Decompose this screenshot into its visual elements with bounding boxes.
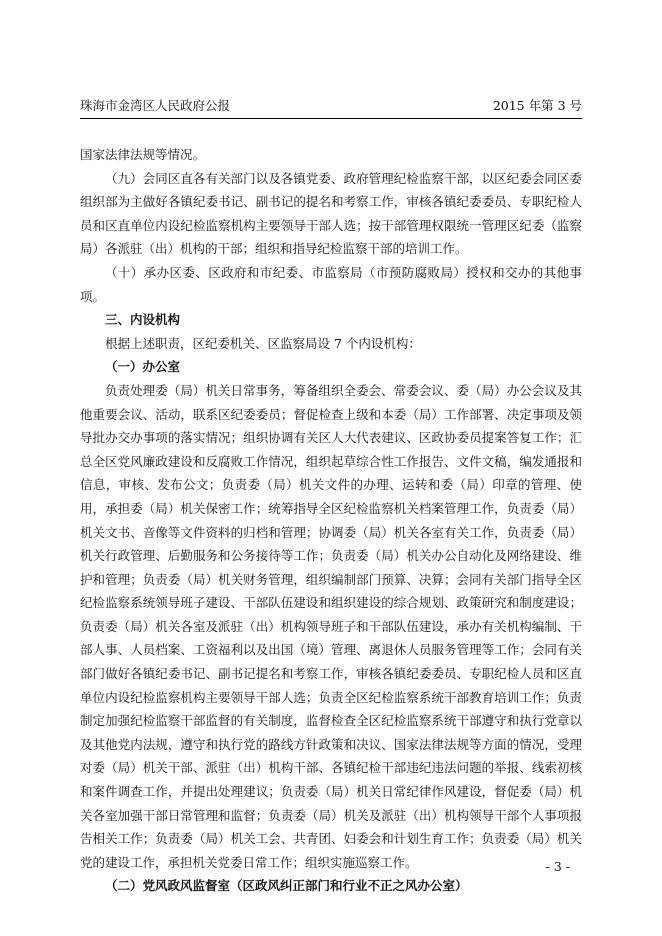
page-number: - 3 - <box>545 859 570 874</box>
section-heading-internal-institutions: 三、内设机构 <box>105 312 181 328</box>
page-header <box>80 96 582 116</box>
paragraph-item-9: （九）会同区直各有关部门以及各镇党委、政府管理纪检监察干部，以区纪委会同区委组织部为主做好各镇纪委书记、副书记的提名和考察工作，审核各镇纪委委员、专职纪检人员和区直单位内设纪检监察机构主要领导干部人选；按干部管理权限统一管理区纪委（监察局）各派驻（出）机构的干部；组织和指导纪检监察干部的培训工作。 <box>80 170 582 257</box>
header-divider <box>80 118 582 119</box>
paragraph-continuation: 国家法律法规等情况。 <box>80 147 206 162</box>
subheading-office: （一）办公室 <box>105 359 181 375</box>
publication-title: 珠海市金湾区人民政府公报 <box>80 98 231 113</box>
document-body <box>80 143 582 898</box>
paragraph-office-duties: 负责处理委（局）机关日常事务，筹备组织全委会、常委会议、委（局）办公会议及其他重要会议、活动，联系区纪委委员；督促检查上级和本委（局）工作部署、决定事项及领导批办交办事项的落实情况；组织协调有关区人大代表建议、区政协委员提案答复工作；汇总全区党风廉政建设和反腐败工作情况，组织起草综合性工作报告、文件文稿，编发通报和信息，审核、发布公文；负责委（局）机关文件的办理、运转和委（局）印章的管理、使用，承担委（局）机关保密工作；统筹指导全区纪检监察机关档案管理工作，负责委（局）机关文书、音像等文件资料的归档和管理；协调委（局）机关各室有关工作，负责委（局）机关行政管理、后勤服务和公务接待等工作；负责委（局）机关办公自动化及网络建设、维护和管理；负责委（局）机关财务管理，组织编制部门预算、决算；会同有关部门指导全区纪检监察系统领导班子建设、干部队伍建设和组织建设的综合规划、政策研究和制度建设；负责委（局）机关各室及派驻（出）机构领导班子和干部队伍建设，承办有关机构编制、干部人事、人员档案、工资福利以及出国（境）管理、离退休人员服务管理等工作；会同有关部门做好各镇纪委书记、副书记提名和考察工作，审核各镇纪委委员、专职纪检人员和区直单位内设纪检监察机构主要领导干部人选；负责全区纪检监察系统干部教育培训工作；负责制定加强纪检监察干部监督的有关制度，监督检查全区纪检监察系统干部遵守和执行党章以及其他党内法规，遵守和执行党的路线方针政策和决议、国家法律法规等方面的情况，受理对委（局）机关干部、派驻（出）机构干部、各镇纪检干部违纪违法问题的举报、线索初核和案件调查工作，并提出处理建议；负责委（局）机关日常纪律作风建设，督促委（局）机关各室加强干部日常管理和监督；负责委（局）机关及派驻（出）机构领导干部个人事项报告相关工作；负责委（局）机关工会、共青团、妇委会和计划生育工作；负责委（局）机关党的建设工作，承担机关党委日常工作；组织实施巡察工作。 <box>80 382 582 870</box>
issue-number: 2015 年第 3 号 <box>492 98 582 113</box>
paragraph-item-10: （十）承办区委、区政府和市纪委、市监察局（市预防腐败局）授权和交办的其他事项。 <box>80 264 582 304</box>
paragraph-intro: 根据上述职责，区纪委机关、区监察局设 7 个内设机构： <box>105 335 421 351</box>
subheading-supervision-office: （二）党风政风监督室（区政风纠正部门和行业不正之风办公室） <box>105 878 468 894</box>
